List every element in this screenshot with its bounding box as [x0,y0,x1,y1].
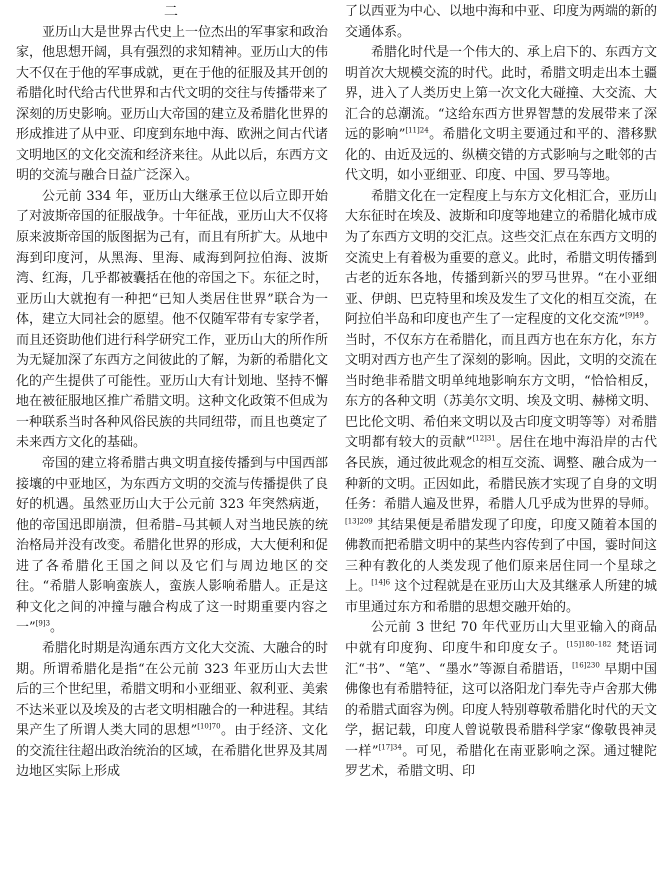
paragraph-text: 这个过程就是在亚历山大及其继承人所建的城市里通过东方和希腊的思想交融开始的。 [345,579,657,615]
paragraph-text: 。由于经济、文化的交流往往超出政治统治的区域，在希腊化世界及其周边地区实际上形成 [16,723,329,780]
paragraph [345,2,657,43]
paragraph [16,639,328,783]
paragraph-text: 。居住在地中海沿岸的古代各民族，通过彼此观念的相互交流、调整、融合成为一种新的文明。正因如此，希腊民族才实现了自身的文明任务：希腊人遍及世界，希腊人几乎成为世界的导师。 [345,435,658,513]
citation-ref: [12]31 [472,435,496,444]
paragraph [16,23,328,187]
paragraph-text: 早期中国佛像也有希腊特征，这可以洛阳龙门奉先寺卢舍那大佛的希腊式面容为例。印度人特别尊敬希腊化时代的天文学，据记载，印度人曾说敬畏希腊科学家“像敬畏神灵一样” [345,661,658,759]
paragraph [345,43,657,187]
paragraph [16,187,328,454]
paragraph-text: 帝国的建立将希腊古典文明直接传播到与中国西部接壤的中亚地区，为东西方文明的交流与传播提供了良好的机遇。虽然亚历山大于公元前 323 年突然病逝，他的帝国迅即崩溃，但希腊–马其顿人对当地民族的统治格局并没有改变。希腊化世界的形成，大大便利和促进了各希腊化王国之间以及它们与周边地区的交往。“希腊人影响蛮族人，蛮族人影响希腊人。正是这种文化之间的冲撞与融合构成了这一时期重要内容之一” [16,456,329,636]
citation-ref: [15]180–182 [566,640,612,649]
section-title: 二 [164,4,180,20]
paragraph-text: 希腊化时代是一个伟大的、承上启下的、东西方文明首次大规模交流的时代。此时，希腊文明走出本土疆界，进入了人类历史上第一次文化大碰撞、大交流、大汇合的总潮流。“这给东西方世界智慧的发展带来了深远的影响” [345,45,658,143]
paragraph-text: 公元前 3 世纪 70 年代亚历山大里亚输入的商品中就有印度狗、印度牛和印度女子。 [345,620,657,656]
paragraph-text: 其结果便是希腊发现了印度，印度又随着本国的佛教而把希腊文明中的某些内容传到了中国，霎时间这三种有教化的人类发现了他们原来居住同一个星球之上。 [345,517,658,595]
paragraph-text: 。 [50,620,64,636]
citation-ref: [17]34 [378,743,402,752]
paragraph [16,454,328,639]
citation-ref: [16]230 [572,661,600,670]
paragraph [345,618,657,782]
paragraph [345,187,657,618]
right-paragraphs [345,2,657,783]
paragraph-text: 。当时，不仅东方在希腊化，而且西方也在东方化，东方文明对西方也产生了深刻的影响。因此，文明的交流在当时绝非希腊文明单纯地影响东方文明，“恰恰相反，东方的各种文明（苏美尔文明、埃及文明、赫梯文明、巴比伦文明、希伯来文明以及古印度文明等等）对希腊文明都有较大的贡献” [345,312,658,451]
paragraph-text: 希腊化时期是沟通东西方文化大交流、大融合的时期。所谓希腊化是指“在公元前 323 年亚历山大去世后的三个世纪里，希腊文明和小亚细亚、叙利亚、美索不达米亚以及埃及的古老文明相融合的一种进程。其结果产生了所谓人类大同的思想” [16,640,329,739]
paragraph-text: 梵语词汇“书”、“笔”、“墨水”等源自希腊语， [345,640,657,677]
paragraph-text: 亚历山大是世界古代史上一位杰出的军事家和政治家，他思想开阔，具有强烈的求知精神。亚历山大的伟大不仅在于他的军事成就，更在于他的征服及其开创的希腊化时代给古代世界和古代文明的交往与传播带来了深刻的历史影响。亚历山大帝国的建立及希腊化世界的形成推进了从中亚、印度到东地中海、欧洲之间古代诸文明地区的文化交流和经济来往。从此以后，东西方文明的交流与融合日益广泛深入。 [16,24,329,184]
paragraph-text: 。希腊化文明主要通过和平的、潜移默化的、由近及远的、纵横交错的方式影响与之毗邻的古代文明，如小亚细亚、印度、中国、罗马等地。 [345,127,658,184]
left-paragraphs [16,23,328,783]
citation-ref: [10]70 [197,722,221,731]
citation-ref: [9]3 [35,620,51,629]
citation-ref: [14]6 [371,578,391,587]
paragraph-text: 。可见，希腊化在南亚影响之深。通过犍陀罗艺术，希腊文明、印 [345,743,657,780]
right-column [345,2,657,783]
paragraph-text: 公元前 334 年，亚历山大继承王位以后立即开始了对波斯帝国的征服战争。十年征战，亚历山大不仅将原来波斯帝国的版图据为己有，而且有所扩大。从地中海到印度河，从黑海、里海、咸海到阿拉伯海、波斯湾、红海，几乎都被囊括在他的帝国之下。东征之时，亚历山大就抱有一种把“已知人类居住世界”联合为一体，建立大同社会的愿望。他不仅随军带有专家学者，而且还资助他们进行科学研究工作，亚历山大的所作所为无疑加深了东西方之间彼此的了解，为新的希腊化文化的产生提供了可能性。亚历山大有计划地、坚持不懈地在被征服地区推广希腊文明。这种文化政策不但成为一种联系当时各种风俗民族的共同纽带，而且也奠定了未来西方文化的基础。 [16,188,329,451]
citation-ref: [11]24 [405,126,429,135]
citation-ref: [13]209 [345,517,373,526]
left-column [16,2,328,783]
citation-ref: [9]49 [625,311,644,320]
paragraph-text: 希腊文化在一定程度上与东方文化相汇合，亚历山大东征时在埃及、波斯和印度等地建立的希腊化城市成为了东西方文明的交汇点。这些交汇点在东西方文明的交流史上有着极为重要的意义。此时，希腊文明传播到古老的近东各地，传播到新兴的罗马世界。“在小亚细亚、伊朗、巴克特里和埃及发生了文化的相互交流，在阿拉伯半岛和印度也产生了一定程度的文化交流” [345,188,658,328]
paragraph-text: 了以西亚为中心、以地中海和中亚、印度为两端的新的交通体系。 [345,4,658,40]
